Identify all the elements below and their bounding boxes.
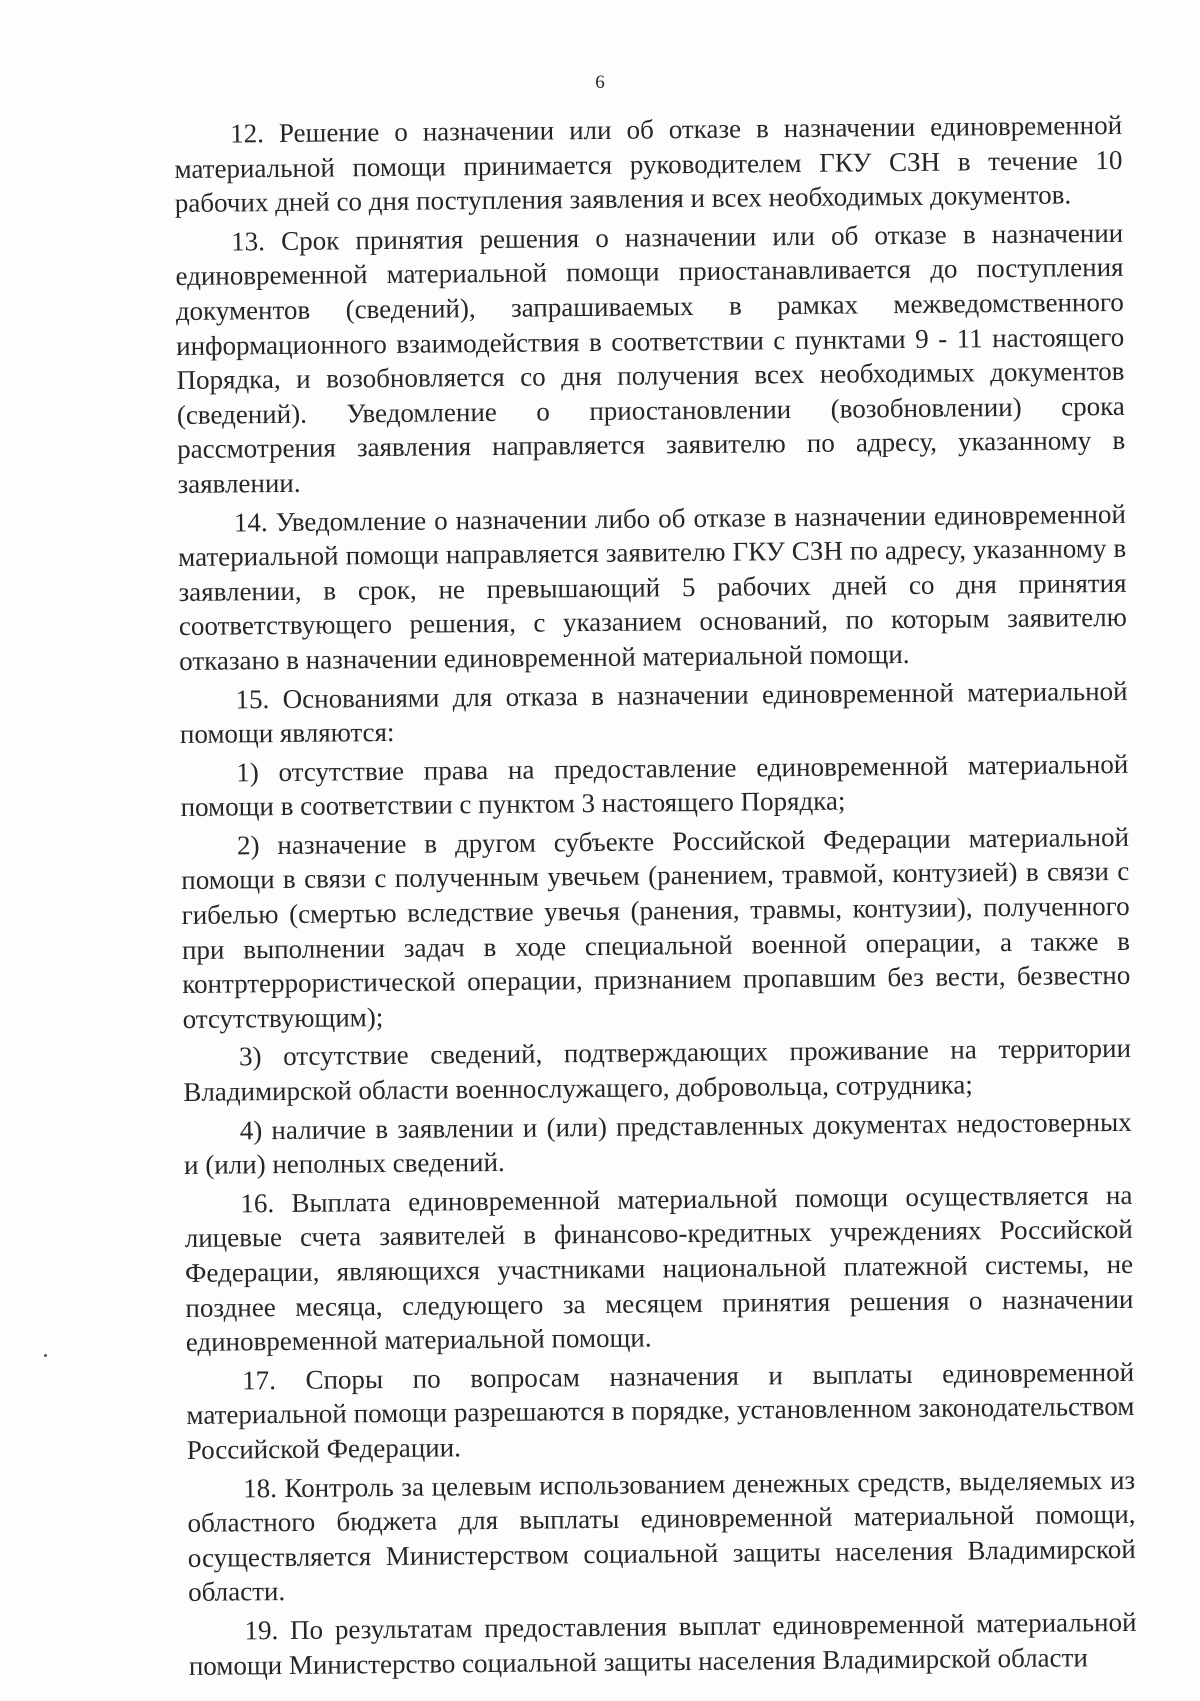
paragraph-13: 13. Срок принятия решения о назначении или об отказе в назначении единовременной материальной помощи приостанавливается до поступления документов (сведений), запрашиваемых в рамках межведомственного информационного взаимодействия в соответствии с пунктами 9 - 11 настоящего Порядка, и возобновляется со дня получения всех необходимых документов (сведений). Уведомление о приостановлении (возобновлении) срока рассмотрения заявления направляется заявителю по адресу, указанному в заявлении. (175, 217, 1126, 499)
paragraph-19: 19. По результатам предоставления выплат единовременной материальной помощи Министерство социальной защиты населения Владимирской области (188, 1606, 1137, 1681)
list-item-4: 4) наличие в заявлении и (или) представленных документах недостоверных и (или) неполных сведений. (183, 1106, 1132, 1181)
paragraph-18: 18. Контроль за целевым использованием денежных средств, выделяемых из областного бюджета для выплаты единовременной материальной помощи, осуществляется Министерством социальной защиты населения Владимирской области. (187, 1464, 1136, 1608)
paragraph-17: 17. Споры по вопросам назначения и выплаты единовременной материальной помощи разрешаются в порядке, установленном законодательством Российской Федерации. (186, 1356, 1135, 1465)
document-body (174, 108, 1137, 1687)
list-item-1: 1) отсутствие права на предоставление единовременной материальной помощи в соответствии с пунктом 3 настоящего Порядка; (180, 748, 1129, 823)
paragraph-16: 16. Выплата единовременной материальной помощи осуществляется на лицевые счета заявителей в финансово-кредитных учреждениях Российской Федерации, являющихся участниками национальной платежной системы, не позднее месяца, следующего за месяцем принятия решения о назначении единовременной материальной помощи. (184, 1179, 1134, 1358)
paragraph-15: 15. Основаниями для отказа в назначении единовременной материальной помощи являются: (179, 675, 1128, 750)
scan-speck (44, 1354, 47, 1357)
page-number: 6 (595, 72, 605, 93)
list-item-3: 3) отсутствие сведений, подтверждающих проживание на территории Владимирской области военнослужащего, добровольца, сотрудника; (183, 1033, 1132, 1107)
paragraph-14: 14. Уведомление о назначении либо об отказе в назначении единовременной материальной помощи направляется заявителю ГКУ СЗН по адресу, указанному в заявлении, в срок, не превышающий 5 рабочих дней со дня принятия соответствующего решения, с указанием оснований, по которым заявителю отказано в назначении единовременной материальной помощи. (178, 498, 1127, 676)
list-item-2: 2) назначение в другом субъекте Российской Федерации материальной помощи в связи с полученным увечьем (ранением, травмой, контузией) в связи с гибелью (смертью вследствие увечья (ранения, травмы, контузии), полученного при выполнении задач в ходе специальной военной операции, а также в контртеррористической операции, признанием пропавшим без вести, безвестно отсутствующим); (181, 821, 1131, 1034)
paragraph-12: 12. Решение о назначении или об отказе в назначении единовременной материальной помощи принимается руководителем ГКУ СЗН в течение 10 рабочих дней со дня поступления заявления и всех необходимых документов. (174, 109, 1123, 219)
